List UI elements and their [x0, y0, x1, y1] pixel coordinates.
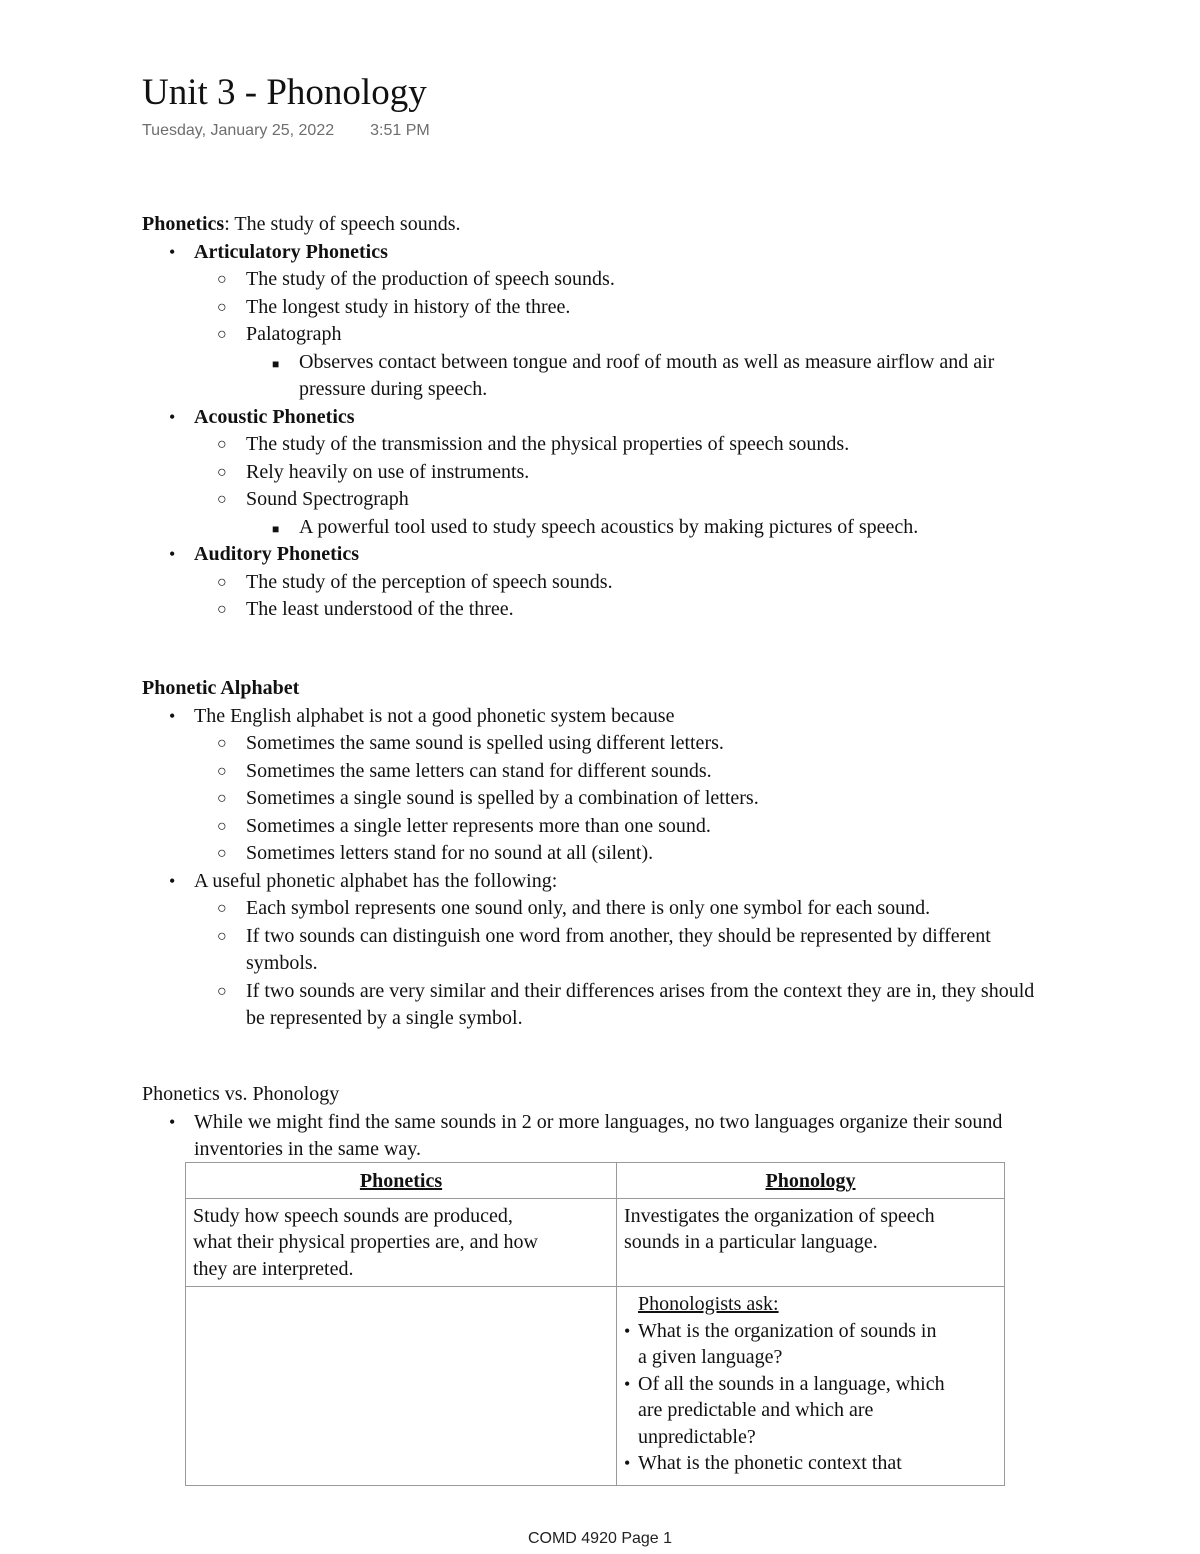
list-item: [142, 1109, 1182, 1137]
list-item: [142, 868, 1182, 896]
list-item-text: If two sounds can distinguish one word from another, they should be represented by different: [246, 924, 991, 947]
list-item-text: Rely heavily on use of instruments.: [246, 460, 530, 483]
bullet-square-icon: ■: [272, 521, 280, 536]
phonetics-heading: Phonetics: [142, 213, 225, 235]
cell-line: what their physical properties are, and how: [193, 1231, 538, 1253]
bullet-circle-icon: ○: [217, 927, 227, 945]
phonology-column-header: Phonology: [765, 1170, 856, 1192]
list-item: [142, 294, 1182, 322]
list-item-continuation: [142, 1005, 1182, 1033]
list-item: [142, 431, 1182, 459]
bullet-disc-icon: •: [169, 1111, 176, 1132]
cell-line: Study how speech sounds are produced,: [193, 1204, 513, 1227]
list-item: [142, 758, 1182, 786]
list-item: [142, 514, 1182, 542]
list-item-text: The English alphabet is not a good phonetic system because: [194, 704, 675, 727]
table-header-cell: [617, 1163, 1005, 1199]
bullet-disc-icon: •: [169, 544, 176, 564]
bullet-circle-icon: ○: [217, 982, 227, 1000]
list-item-text: Sound Spectrograph: [246, 488, 409, 510]
note-time: 3:51 PM: [370, 122, 430, 139]
cell-line: Investigates the organization of speech: [624, 1204, 935, 1227]
cell-line: What is the organization of sounds in: [638, 1319, 937, 1342]
list-item-text: Sometimes a single sound is spelled by a combination of letters.: [246, 787, 759, 809]
page-footer: COMD 4920 Page 1: [527, 1530, 673, 1547]
bullet-disc-icon: •: [169, 870, 176, 891]
list-item-text: The least understood of the three.: [246, 598, 514, 620]
bullet-circle-icon: ○: [217, 817, 227, 835]
phonetics-vs-phonology-section: [142, 1081, 1182, 1164]
list-item: [142, 541, 1182, 569]
list-item-text: The study of the production of speech sounds.: [246, 268, 615, 290]
auditory-heading: Auditory Phonetics: [194, 543, 359, 565]
list-item: [142, 239, 1182, 267]
list-item-continuation: [142, 376, 1182, 404]
bullet-circle-icon: ○: [217, 735, 227, 752]
list-item: [142, 785, 1182, 813]
section-heading: Phonetics vs. Phonology: [142, 1083, 340, 1105]
list-item-text: Sometimes a single letter represents more than one sound.: [246, 814, 711, 837]
list-item-text: pressure during speech.: [299, 378, 488, 400]
bullet-circle-icon: ○: [217, 463, 227, 481]
bullet-disc-icon: •: [624, 1373, 631, 1394]
list-item-text: symbols.: [246, 952, 318, 974]
list-item-text: The longest study in history of the three.: [246, 295, 571, 318]
list-item-text: While we might find the same sounds in 2 or more languages, no two languages organize their sound: [194, 1110, 1003, 1133]
articulatory-heading: Articulatory Phonetics: [194, 240, 388, 263]
list-item-text: Observes contact between tongue and roof of mouth as well as measure airflow and air: [299, 350, 995, 373]
list-item: [624, 1450, 997, 1477]
table-cell: [617, 1198, 1005, 1287]
list-item-text: The study of the transmission and the physical properties of speech sounds.: [246, 433, 850, 455]
cell-line: they are interpreted.: [193, 1257, 354, 1280]
phonetics-section: [142, 211, 1182, 624]
section-heading: [142, 675, 1182, 703]
phonetics-definition-text: : The study of speech sounds.: [224, 213, 461, 235]
bullet-square-icon: ■: [272, 356, 280, 371]
list-item: [142, 569, 1182, 597]
bullet-circle-icon: ○: [217, 271, 227, 288]
list-item: [142, 266, 1182, 294]
bullet-circle-icon: ○: [217, 573, 227, 591]
list-item-text: A useful phonetic alphabet has the following:: [194, 869, 558, 892]
bullet-disc-icon: •: [169, 241, 176, 262]
table-cell: [617, 1287, 1005, 1486]
list-item: [142, 703, 1182, 731]
list-item: [142, 840, 1182, 868]
list-item-continuation: [142, 1136, 1182, 1164]
list-item-text: Sometimes the same letters can stand for different sounds.: [246, 759, 712, 782]
list-item: [142, 895, 1182, 923]
phonologists-ask-label: Phonologists ask:: [638, 1293, 779, 1315]
bullet-circle-icon: ○: [217, 436, 227, 453]
bullet-circle-icon: ○: [217, 326, 227, 343]
list-item: [142, 813, 1182, 841]
note-timestamp: [142, 122, 430, 140]
list-item-text: A powerful tool used to study speech acoustics by making pictures of speech.: [299, 515, 919, 538]
list-item: [142, 404, 1182, 432]
list-item: [142, 596, 1182, 624]
phonetic-alphabet-heading: Phonetic Alphabet: [142, 677, 300, 699]
list-item-text: Palatograph: [246, 323, 342, 345]
list-item-text: The study of the perception of speech sounds.: [246, 570, 613, 593]
list-item: [142, 923, 1182, 951]
bullet-circle-icon: ○: [217, 845, 227, 862]
note-date: Tuesday, January 25, 2022: [142, 122, 335, 139]
list-item: [142, 349, 1182, 377]
bullet-disc-icon: •: [624, 1320, 631, 1341]
list-item: [142, 459, 1182, 487]
list-item: [142, 486, 1182, 514]
table-header-cell: [186, 1163, 617, 1199]
bullet-circle-icon: ○: [217, 298, 227, 316]
table-row: [186, 1198, 1005, 1287]
cell-line: Of all the sounds in a language, which: [638, 1372, 945, 1395]
cell-line: sounds in a particular language.: [624, 1231, 878, 1253]
cell-line: are predictable and which are: [638, 1399, 874, 1421]
cell-line: unpredictable?: [638, 1425, 756, 1448]
bullet-circle-icon: ○: [217, 601, 227, 618]
comparison-table: [185, 1162, 1005, 1486]
list-item: [142, 978, 1182, 1006]
bullet-circle-icon: ○: [217, 762, 227, 780]
list-item-text: Sometimes the same sound is spelled using different letters.: [246, 732, 724, 754]
list-item: [624, 1371, 997, 1451]
phonetics-definition: [142, 211, 1182, 239]
list-item: [624, 1318, 997, 1371]
list-item: [142, 730, 1182, 758]
page-title: Unit 3 - Phonology: [142, 72, 427, 113]
bullet-circle-icon: ○: [217, 900, 227, 917]
list-item-continuation: [142, 950, 1182, 978]
bullet-circle-icon: ○: [217, 790, 227, 807]
cell-line: What is the phonetic context that: [638, 1452, 902, 1474]
list-item-text: If two sounds are very similar and their differences arises from the context they are in, they should: [246, 979, 1035, 1002]
phonetics-column-header: Phonetics: [359, 1170, 443, 1192]
table-header-row: [186, 1163, 1005, 1199]
list-item: [142, 321, 1182, 349]
table-row: [186, 1287, 1005, 1486]
bullet-disc-icon: •: [624, 1453, 631, 1473]
list-item-text: inventories in the same way.: [194, 1138, 421, 1160]
bullet-disc-icon: •: [169, 705, 176, 726]
list-item-text: be represented by a single symbol.: [246, 1007, 523, 1029]
acoustic-heading: Acoustic Phonetics: [194, 405, 355, 428]
list-item-text: Sometimes letters stand for no sound at all (silent).: [246, 842, 654, 864]
list-item-text: Each symbol represents one sound only, and there is only one symbol for each sound.: [246, 897, 931, 919]
phonetic-alphabet-section: [142, 675, 1182, 1033]
bullet-disc-icon: •: [169, 406, 176, 427]
table-cell: [186, 1198, 617, 1287]
bullet-circle-icon: ○: [217, 491, 227, 508]
table-cell-empty: [186, 1287, 617, 1486]
cell-line: a given language?: [638, 1346, 783, 1368]
